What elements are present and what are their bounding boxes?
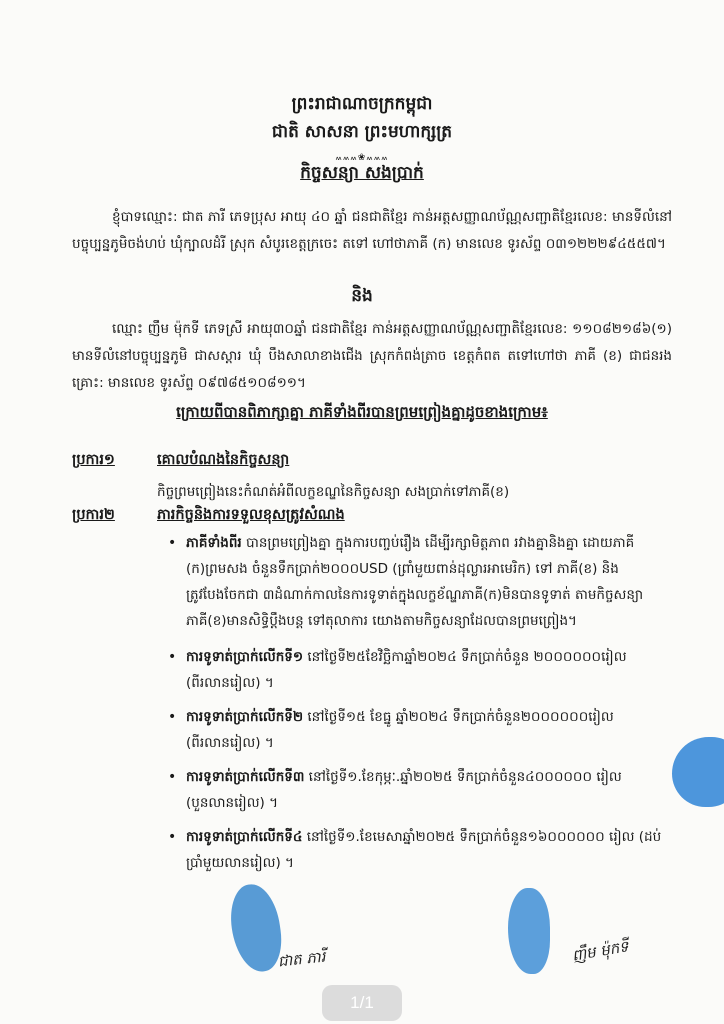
agreement-heading: ក្រោយពីបានពិភាក្សាគ្នា ភាគីទាំងពីរបានព្រមព្រៀងគ្នាដូចខាងក្រោម៖ [176,403,548,421]
article-2-bullet-list [160,530,675,884]
article-1-label: ប្រការ១ [72,452,115,468]
document-title: កិច្ចសន្យា សងប្រាក់ [300,163,424,183]
article-2-title: ភារកិច្ចនិងការទទួលខុសត្រូវសំណង [157,507,345,523]
bullet-icon: • [168,829,177,845]
bullet-lead: ការទូទាត់ប្រាក់លើកទី៤ [186,829,303,845]
kingdom-title: ព្រះរាជាណាចក្រកម្ពុជា [291,94,433,114]
bullet-icon: • [168,769,177,785]
list-item [160,644,675,696]
list-item [160,530,675,634]
ornament-divider: ៳៳៳❀៳៳៳ [335,153,389,163]
article-2-label: ប្រការ២ [72,507,115,523]
bullet-lead: ភាគីទាំងពីរ [186,535,242,551]
bullet-lead: ការទូទាត់ប្រាក់លើកទី១ [186,649,304,665]
national-motto: ជាតិ សាសនា ព្រះមហាក្សត្រ [271,122,453,142]
thumbprint-right [508,888,550,974]
signature-party-a: ជាត ភារី [276,947,327,971]
article-1-text: កិច្ចព្រមព្រៀងនេះកំណត់អំពីលក្ខខណ្ឌនៃកិច្ចសន្យា សងប្រាក់ទៅភាគី(ខ) [157,484,510,500]
list-item [160,824,675,876]
party-a-paragraph: ខ្ញុំបាទឈ្មោះ: ជាត ភារី ភេទប្រុស អាយុ ៤០ ឆ្នាំ ជនជាតិខ្មែរ កាន់អត្តសញ្ញាណប័ណ្ណសញ្ជាតិខ្មែរលេខ: មានទីលំនៅបច្ចុប្បន្នភូមិចង់ហប់ ឃុំក្បាលដំរី ស្រុក សំបូរខេត្តក្រចេះ តទៅ ហៅថាភាគី (ក) មានលេខ ទូរស័ព្ទ ០៣១២២២៩៤៥៥៧។ [72,209,672,252]
list-item [160,764,675,816]
bullet-text: នៅថ្ងៃទី១៥ ខែធ្នូ ឆ្នាំ២០២៤ ទឹកប្រាក់ចំនួន២០០០០០០រៀល (ពីរលានរៀល) ។ [186,709,614,751]
ink-smudge [672,737,724,807]
bullet-text: បានព្រមព្រៀងគ្នា ក្នុងការបញ្ចប់រឿង ដើម្បីរក្សាមិត្តភាព រវាងគ្នានិងគ្នា ដោយភាគី (ក)ព្រមសង ចំនួនទឹកប្រាក់២០០០USD (ព្រាំមួយពាន់ដុល្លារអាមេរិក) ទៅ ភាគី(ខ) និងត្រូវបែងចែកជា ៣ដំណាក់កាលនៃការទូទាត់ក្នុងលក្ខខ័ណ្ឌភាគី(ក)មិនបានទូទាត់ តាមកិច្ចសន្យា ភាគី(ខ)មានសិទ្ធិប្ដឹងបន្ត ទៅតុលាការ យោងតាមកិច្ចសន្យាដែលបានព្រមព្រៀង។ [186,535,644,629]
and-separator: និង [351,286,373,306]
page-indicator: 1/1 [322,985,402,1021]
bullet-lead: ការទូទាត់ប្រាក់លើកទី៣ [186,769,305,785]
bullet-text: នៅថ្ងៃទី១.ខែមេសាឆ្នាំ២០២៥ ទឹកប្រាក់ចំនួន១៦០០០០០០ រៀល (ដប់ប្រាំមួយលានរៀល) ។ [186,829,662,871]
party-b-paragraph: ឈ្មោះ ញឹម ម៉ុកទី ភេទស្រី អាយុ៣០ឆ្នាំ ជនជាតិខ្មែរ កាន់អត្តសញ្ញាណប័ណ្ណសញ្ជាតិខ្មែរលេខ: ១១០៨២១៨៦(១) មានទីលំនៅបច្ចុប្បន្នភូមិ ជាសស្ដារ ឃុំ បឹងសាលាខាងជើង ស្រុកកំពង់ត្រាច ខេត្តកំពត តទៅហៅថា ភាគី (ខ) ជាជនរងគ្រោះ: មានលេខ ទូរស័ព្ទ ០៩៧៨៥១០៨១១។ [72,321,672,391]
bullet-icon: • [168,649,177,665]
bullet-text: នៅថ្ងៃទី២៥ខែវិច្ឆិកាឆ្នាំ២០២៤ ទឹកប្រាក់ចំនួន ២០០០០០០រៀល (ពីរលានរៀល) ។ [186,649,627,691]
signature-party-b: ញឹម ម៉ុកទី [570,937,630,965]
bullet-text: នៅថ្ងៃទី១.ខែកុម្ភៈ.ឆ្នាំ២០២៥ ទឹកប្រាក់ចំនួន៤០០០០០០ រៀល (បួនលានរៀល) ។ [186,769,622,811]
bullet-lead: ការទូទាត់ប្រាក់លើកទី២ [186,709,304,725]
list-item [160,704,675,756]
bullet-icon: • [168,709,177,725]
bullet-icon: • [168,535,177,551]
article-1-title: គោលបំណងនៃកិច្ចសន្យា [157,452,290,468]
